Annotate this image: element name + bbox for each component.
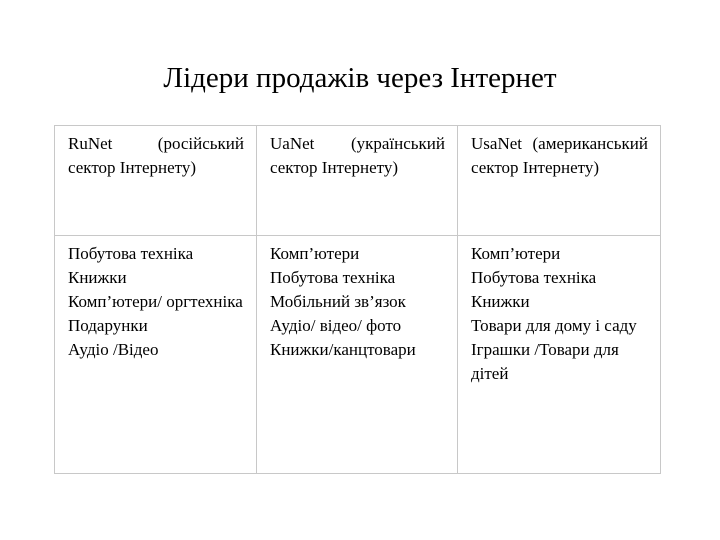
list-item: Книжки <box>471 292 530 311</box>
table-body-row <box>55 236 661 474</box>
list-item: Побутова техніка <box>68 244 194 263</box>
list-item: Подарунки <box>68 316 148 335</box>
list-item: Комп’ютери <box>270 244 360 263</box>
column-uanet <box>257 236 458 474</box>
list-item: Книжки/канцтовари <box>270 340 416 359</box>
header-usanet: UsaNet (американський сектор Інтернету) <box>458 126 661 236</box>
column-usanet <box>458 236 661 474</box>
slide-title: Лідери продажів через Інтернет <box>163 62 557 94</box>
list-item: Аудіо/ відео/ фото <box>270 316 402 335</box>
list-item: Комп’ютери/ оргтехніка <box>68 292 243 311</box>
list-item: Мобільний зв’язок <box>270 292 406 311</box>
list-item: Побутова техніка <box>270 268 396 287</box>
list-item: Аудіо /Відео <box>68 340 159 359</box>
header-runet: RuNet (російський сектор Інтернету) <box>55 126 257 236</box>
column-runet <box>55 236 257 474</box>
list-item: Книжки <box>68 268 127 287</box>
table-header-row <box>55 126 661 236</box>
list-item: Побутова техніка <box>471 268 597 287</box>
list-item: Комп’ютери <box>471 244 561 263</box>
list-item: Товари для дому і саду <box>471 316 637 335</box>
header-uanet: UaNet (український сектор Інтернету) <box>257 126 458 236</box>
sales-leaders-table <box>54 125 661 474</box>
list-item: Іграшки /Товари для дітей <box>471 340 619 383</box>
